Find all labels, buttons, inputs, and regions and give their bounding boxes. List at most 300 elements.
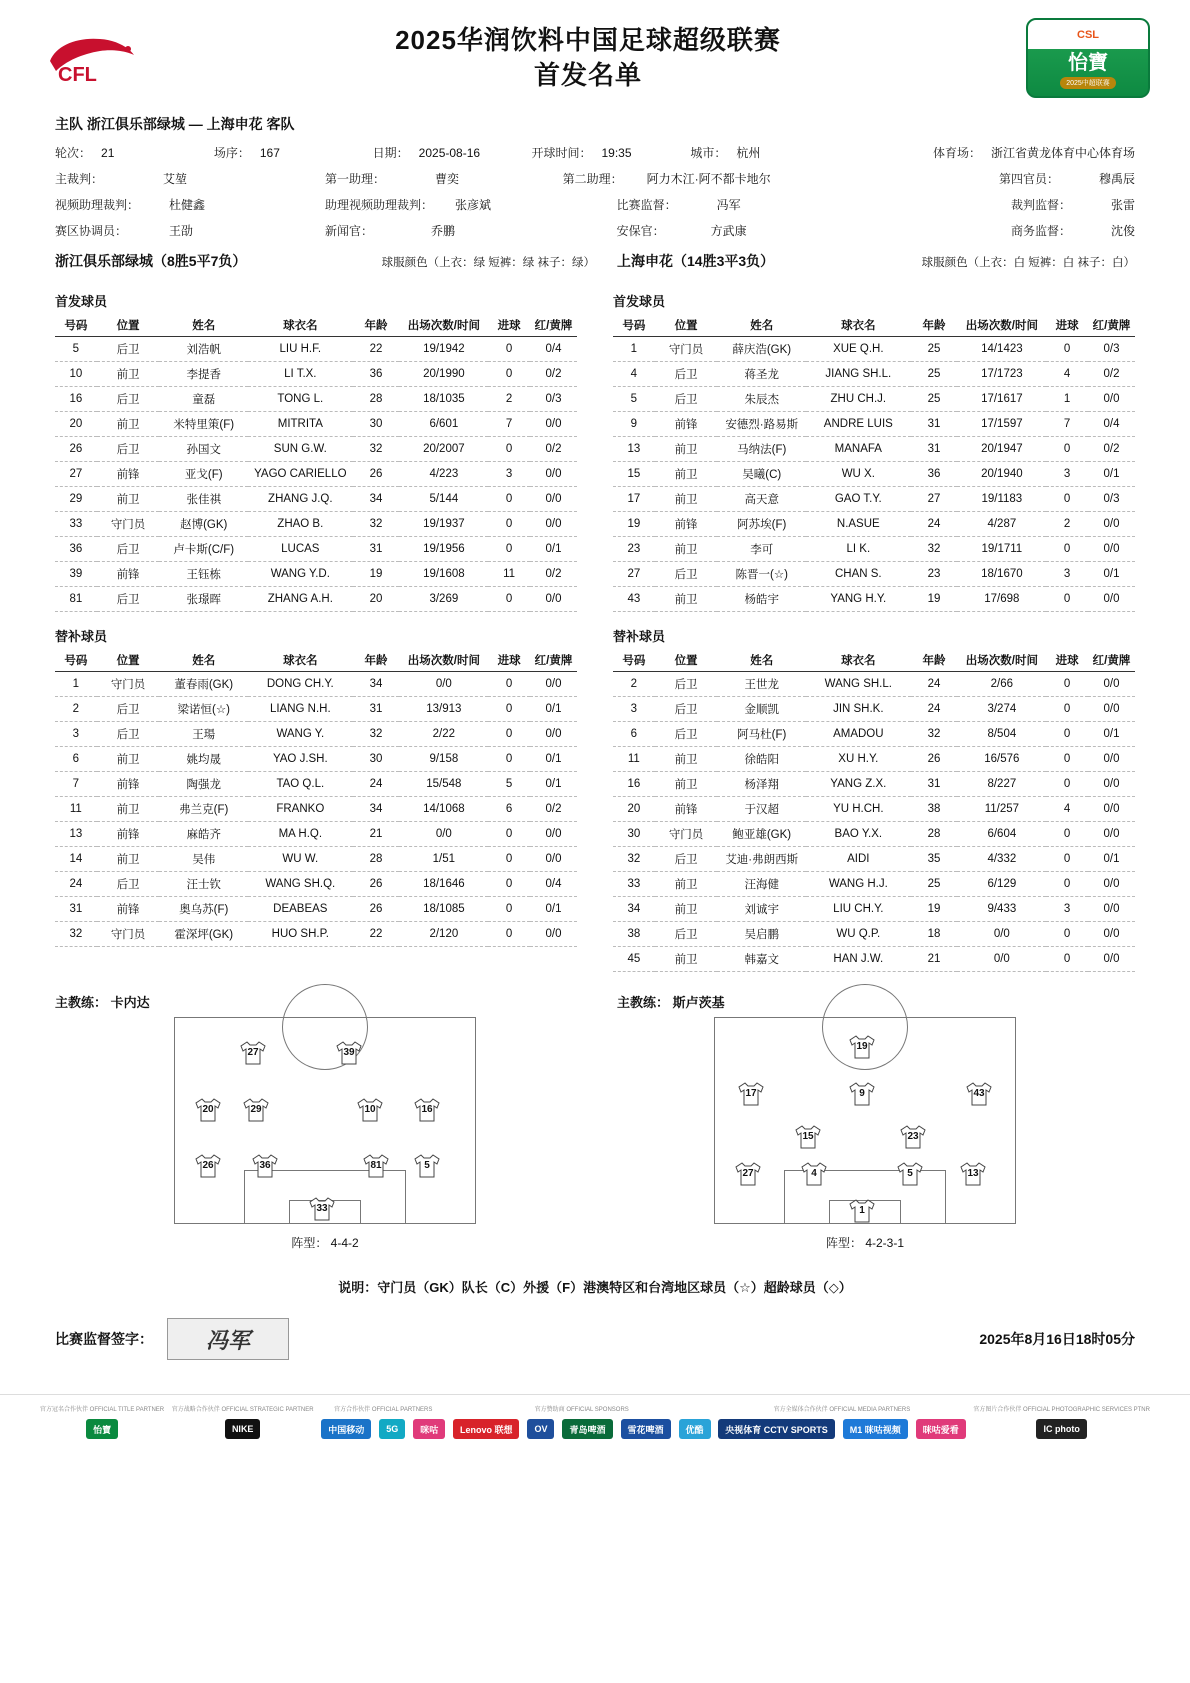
cell-cards: 0/4 [530, 872, 577, 897]
sponsor-logo: 青岛啤酒 [562, 1419, 612, 1439]
cell-name: 孙国文 [159, 437, 248, 462]
sponsor-logos [225, 1419, 261, 1439]
cell-goals: 0 [488, 537, 530, 562]
cell-goals: 0 [488, 697, 530, 722]
table-row [55, 797, 577, 822]
cell-name: 刘诚宇 [717, 897, 806, 922]
cell-pos: 后卫 [97, 437, 160, 462]
sponsor-logos [453, 1419, 711, 1439]
cell-goals: 4 [1046, 797, 1088, 822]
pitch-player-39 [334, 1040, 364, 1066]
info-row-3 [55, 196, 1135, 213]
cell-pos: 前卫 [655, 537, 718, 562]
pitch-player-23 [898, 1124, 928, 1150]
cell-apps: 17/1617 [957, 387, 1046, 412]
city-label: 城市： [690, 146, 727, 160]
cell-pos: 前锋 [655, 412, 718, 437]
cell-no: 30 [613, 822, 655, 847]
cell-shirt: MA H.Q. [248, 822, 352, 847]
cell-cards: 0/1 [1088, 722, 1135, 747]
cell-pos: 后卫 [655, 387, 718, 412]
cell-name: 薛庆浩(GK) [717, 337, 806, 362]
pitch-player-26 [193, 1153, 223, 1179]
cell-cards: 0/0 [530, 847, 577, 872]
cell-shirt: JIANG SH.L. [806, 362, 910, 387]
cell-age: 34 [353, 487, 400, 512]
info-fourth [887, 170, 1135, 187]
table-row [613, 897, 1135, 922]
table-header-row [613, 314, 1135, 337]
cell-name: 韩嘉文 [717, 947, 806, 972]
cell-apps: 19/1183 [957, 487, 1046, 512]
cell-no: 7 [55, 772, 97, 797]
table-row [613, 562, 1135, 587]
away-coach-name: 斯卢茨基 [672, 995, 725, 1010]
cell-pos: 后卫 [97, 722, 160, 747]
info-avar [325, 196, 617, 213]
pitch-player-27 [238, 1040, 268, 1066]
table-row [613, 747, 1135, 772]
cell-pos: 前锋 [97, 772, 160, 797]
cell-cards: 0/1 [530, 772, 577, 797]
away-starters-label: 首发球员 [613, 294, 666, 309]
cell-shirt: YU H.CH. [806, 797, 910, 822]
starters-section [0, 281, 1190, 972]
cell-age: 30 [353, 747, 400, 772]
cell-shirt: N.ASUE [806, 512, 910, 537]
table-row [613, 587, 1135, 612]
cell-apps: 19/1956 [399, 537, 488, 562]
cell-cards: 0/0 [530, 722, 577, 747]
cell-apps: 18/1035 [399, 387, 488, 412]
cell-apps: 8/227 [957, 772, 1046, 797]
cell-shirt: WANG SH.L. [806, 672, 910, 697]
cell-name: 麻皓齐 [159, 822, 248, 847]
cell-no: 20 [55, 412, 97, 437]
cell-age: 23 [911, 562, 958, 587]
away-formation [826, 1234, 904, 1251]
home-team-name: 浙江俱乐部绿城（8胜5平7负） [55, 253, 247, 269]
sponsor-logo: OV [527, 1419, 554, 1439]
cell-no: 33 [613, 872, 655, 897]
cell-goals: 0 [488, 722, 530, 747]
cell-cards: 0/0 [1088, 387, 1135, 412]
cell-age: 36 [353, 362, 400, 387]
cell-no: 6 [613, 722, 655, 747]
cell-age: 31 [353, 537, 400, 562]
cell-apps: 8/504 [957, 722, 1046, 747]
cell-goals: 0 [488, 362, 530, 387]
cell-cards: 0/0 [1088, 797, 1135, 822]
col-shirt: 球衣名 [248, 314, 352, 337]
sponsor-caption: 官方赞助商 OFFICIAL SPONSORS [534, 1407, 629, 1413]
cell-cards: 0/2 [530, 797, 577, 822]
col-name: 姓名 [717, 649, 806, 672]
cell-age: 26 [353, 462, 400, 487]
cell-apps: 3/269 [399, 587, 488, 612]
pitch-player-number: 17 [745, 1087, 757, 1099]
table-row [55, 897, 577, 922]
col-name: 姓名 [159, 314, 248, 337]
cell-pos: 前锋 [655, 797, 718, 822]
cell-cards: 0/1 [1088, 562, 1135, 587]
cell-age: 38 [911, 797, 958, 822]
stadium-label: 体育场： [932, 146, 981, 160]
var-label: 视频助理裁判： [55, 198, 140, 212]
cell-name: 梁诺恒(☆) [159, 697, 248, 722]
sponsor-caption: 官方图片合作伙伴 OFFICIAL PHOTOGRAPHIC SERVICES PTNR [973, 1407, 1150, 1413]
cell-age: 21 [353, 822, 400, 847]
cell-apps: 2/22 [399, 722, 488, 747]
info-ar1 [325, 170, 563, 187]
date-value: 2025-08-16 [418, 146, 481, 160]
cell-no: 43 [613, 587, 655, 612]
table-row [55, 747, 577, 772]
pitch-player-1 [847, 1198, 877, 1224]
csl-logo-top: CSL [1077, 29, 1099, 41]
cell-cards: 0/0 [1088, 672, 1135, 697]
cell-age: 26 [353, 872, 400, 897]
cell-shirt: WU X. [806, 462, 910, 487]
cell-pos: 前锋 [97, 562, 160, 587]
cell-age: 21 [911, 947, 958, 972]
formations-row [0, 1017, 1190, 1251]
cell-shirt: WANG Y. [248, 722, 352, 747]
pitch-player-number: 1 [859, 1204, 865, 1216]
col-pos: 位置 [655, 649, 718, 672]
cell-cards: 0/2 [530, 437, 577, 462]
cell-name: 姚均晟 [159, 747, 248, 772]
pitch-player-number: 4 [811, 1167, 817, 1179]
table-row [613, 822, 1135, 847]
pitch-player-4 [799, 1161, 829, 1187]
cell-pos: 前卫 [97, 487, 160, 512]
cell-cards: 0/0 [1088, 947, 1135, 972]
pitch-player-number: 43 [973, 1087, 985, 1099]
cell-shirt: ZHAO B. [248, 512, 352, 537]
cell-age: 31 [911, 772, 958, 797]
cell-name: 米特里策(F) [159, 412, 248, 437]
cell-goals: 0 [1046, 847, 1088, 872]
cell-shirt: WANG Y.D. [248, 562, 352, 587]
cell-no: 36 [55, 537, 97, 562]
sponsor-group [973, 1407, 1150, 1439]
cell-name: 奥乌苏(F) [159, 897, 248, 922]
cell-no: 24 [55, 872, 97, 897]
sponsor-group [40, 1407, 164, 1439]
cell-no: 81 [55, 587, 97, 612]
cell-cards: 0/2 [1088, 362, 1135, 387]
table-row [613, 462, 1135, 487]
table-row [55, 872, 577, 897]
table-row [55, 437, 577, 462]
sponsor-caption: 官方合作伙伴 OFFICIAL PARTNERS [334, 1407, 433, 1413]
ar1-label: 第一助理： [325, 172, 386, 186]
cell-shirt: LIANG N.H. [248, 697, 352, 722]
commercial-label: 商务监督： [1010, 224, 1071, 238]
cell-goals: 6 [488, 797, 530, 822]
table-row [613, 697, 1135, 722]
cell-shirt: LIU CH.Y. [806, 897, 910, 922]
cell-cards: 0/0 [530, 672, 577, 697]
cell-age: 31 [911, 412, 958, 437]
sponsor-logo: 中国移动 [321, 1419, 371, 1439]
order-value: 167 [259, 146, 280, 160]
cell-shirt: YAGO CARIELLO [248, 462, 352, 487]
coordinator-value: 王劭 [169, 224, 194, 238]
cell-no: 34 [613, 897, 655, 922]
col-goals: 进球 [1046, 649, 1088, 672]
cell-pos: 前锋 [97, 822, 160, 847]
info-ar2 [563, 170, 887, 187]
pitch-player-number: 27 [742, 1167, 754, 1179]
cell-name: 蒋圣龙 [717, 362, 806, 387]
cell-name: 赵博(GK) [159, 512, 248, 537]
sponsor-group [321, 1407, 445, 1439]
cell-cards: 0/3 [1088, 337, 1135, 362]
sponsor-group [453, 1407, 711, 1439]
cell-pos: 前卫 [655, 947, 718, 972]
cell-shirt: FRANKO [248, 797, 352, 822]
cell-goals: 7 [488, 412, 530, 437]
cell-cards: 0/0 [1088, 512, 1135, 537]
cell-name: 吴启鹏 [717, 922, 806, 947]
cell-goals: 0 [488, 922, 530, 947]
cell-age: 32 [353, 722, 400, 747]
home-subs-table [55, 649, 577, 947]
cell-no: 27 [55, 462, 97, 487]
home-formation-col [55, 1017, 595, 1251]
pitch-player-number: 23 [907, 1130, 919, 1142]
sponsor-caption: 官方战略合作伙伴 OFFICIAL STRATEGIC PARTNER [171, 1407, 314, 1413]
cell-pos: 守门员 [97, 512, 160, 537]
sponsor-caption: 官方冠名合作伙伴 OFFICIAL TITLE PARTNER [40, 1407, 165, 1413]
date-label: 日期： [372, 146, 409, 160]
info-round [55, 144, 214, 161]
away-subs-table [613, 649, 1135, 972]
cell-apps: 4/287 [957, 512, 1046, 537]
cell-cards: 0/4 [1088, 412, 1135, 437]
info-order [214, 144, 373, 161]
cell-name: 安德烈·路易斯 [717, 412, 806, 437]
table-row [613, 797, 1135, 822]
cell-no: 38 [613, 922, 655, 947]
cell-shirt: LIU H.F. [248, 337, 352, 362]
sponsor-group [172, 1407, 314, 1439]
pitch-player-29 [241, 1097, 271, 1123]
away-pitch [714, 1017, 1016, 1224]
cell-goals: 0 [488, 847, 530, 872]
cell-shirt: TONG L. [248, 387, 352, 412]
cell-no: 16 [55, 387, 97, 412]
sponsor-logo: 怡寶 [86, 1419, 118, 1439]
sponsor-logo: M1 咪咕视频 [843, 1419, 908, 1439]
cell-goals: 1 [1046, 387, 1088, 412]
fourth-label: 第四官员： [998, 172, 1059, 186]
info-ref-supervisor [887, 196, 1135, 213]
pitch-player-number: 20 [202, 1104, 214, 1116]
cell-goals: 3 [1046, 897, 1088, 922]
cell-name: 朱辰杰 [717, 387, 806, 412]
legend-notes: 说明：守门员（GK）队长（C）外援（F）港澳特区和台湾地区球员（☆）超龄球员（◇） [338, 1280, 852, 1295]
sponsor-logo: 雪花啤酒 [621, 1419, 671, 1439]
cell-age: 20 [353, 587, 400, 612]
col-name: 姓名 [159, 649, 248, 672]
press-label: 新闻官： [325, 224, 374, 238]
cell-apps: 16/576 [957, 747, 1046, 772]
cell-age: 25 [911, 362, 958, 387]
pitch-player-33 [307, 1196, 337, 1222]
cell-goals: 0 [488, 337, 530, 362]
cell-pos: 前锋 [97, 462, 160, 487]
cell-pos: 后卫 [97, 537, 160, 562]
cell-goals: 2 [1046, 512, 1088, 537]
col-pos: 位置 [97, 649, 160, 672]
table-row [613, 487, 1135, 512]
cell-cards: 0/3 [530, 387, 577, 412]
cell-pos: 后卫 [655, 697, 718, 722]
signature-date: 2025年8月16日18时05分 [979, 1331, 1135, 1347]
cell-no: 32 [55, 922, 97, 947]
sponsor-logo: 优酷 [679, 1419, 711, 1439]
cell-age: 25 [911, 387, 958, 412]
kickoff-label: 开球时间： [531, 146, 592, 160]
cell-age: 19 [911, 897, 958, 922]
cell-shirt: LI T.X. [248, 362, 352, 387]
cell-name: 王世龙 [717, 672, 806, 697]
info-coordinator [55, 222, 325, 239]
cell-no: 1 [613, 337, 655, 362]
sponsor-logo: 咪咕爱看 [916, 1419, 966, 1439]
cell-pos: 前卫 [655, 772, 718, 797]
sponsor-logos [718, 1419, 966, 1439]
cell-shirt: HUO SH.P. [248, 922, 352, 947]
pitch-player-number: 15 [802, 1130, 814, 1142]
table-row [613, 362, 1135, 387]
cell-shirt: MANAFA [806, 437, 910, 462]
match-info [0, 104, 1190, 239]
cell-shirt: WU Q.P. [806, 922, 910, 947]
cell-cards: 0/0 [1088, 587, 1135, 612]
cell-age: 26 [911, 747, 958, 772]
cell-cards: 0/0 [1088, 897, 1135, 922]
cell-goals: 0 [1046, 822, 1088, 847]
cell-age: 19 [353, 562, 400, 587]
cell-name: 吴伟 [159, 847, 248, 872]
pitch-player-9 [847, 1081, 877, 1107]
cell-age: 30 [353, 412, 400, 437]
csl-logo-main: 怡寶 [1068, 52, 1108, 74]
cell-no: 2 [55, 697, 97, 722]
cell-goals: 7 [1046, 412, 1088, 437]
sponsor-group [718, 1407, 966, 1439]
cell-age: 34 [353, 797, 400, 822]
cell-no: 13 [613, 437, 655, 462]
pitch-player-17 [736, 1081, 766, 1107]
cell-name: 弗兰克(F) [159, 797, 248, 822]
cell-cards: 0/1 [530, 897, 577, 922]
home-coach-label: 主教练： [55, 995, 108, 1010]
cell-no: 31 [55, 897, 97, 922]
sponsor-caption: 官方全媒体合作伙伴 OFFICIAL MEDIA PARTNERS [773, 1407, 911, 1413]
cell-shirt: SUN G.W. [248, 437, 352, 462]
cell-pos: 前卫 [655, 897, 718, 922]
cell-shirt: ZHU CH.J. [806, 387, 910, 412]
ar2-label: 第二助理： [562, 172, 623, 186]
cell-apps: 17/698 [957, 587, 1046, 612]
table-row [55, 337, 577, 362]
cell-age: 26 [353, 897, 400, 922]
table-header-row [613, 649, 1135, 672]
cell-age: 32 [353, 512, 400, 537]
sponsor-logo: 咪咕 [413, 1419, 445, 1439]
cell-apps: 2/120 [399, 922, 488, 947]
pitch-player-20 [193, 1097, 223, 1123]
col-cards: 红/黄牌 [530, 314, 577, 337]
home-formation-value: 4-4-2 [330, 1236, 359, 1250]
cell-pos: 后卫 [97, 387, 160, 412]
col-no: 号码 [613, 314, 655, 337]
ref-supervisor-value: 张雷 [1110, 198, 1135, 212]
cell-goals: 0 [488, 672, 530, 697]
cell-goals: 0 [488, 822, 530, 847]
cell-name: 张佳祺 [159, 487, 248, 512]
round-label: 轮次： [55, 146, 92, 160]
sponsor-logos [86, 1419, 118, 1439]
table-row [55, 922, 577, 947]
cell-cards: 0/2 [1088, 437, 1135, 462]
cell-goals: 0 [488, 437, 530, 462]
table-row [613, 947, 1135, 972]
cell-goals: 0 [488, 587, 530, 612]
cell-apps: 20/1990 [399, 362, 488, 387]
cell-goals: 4 [1046, 362, 1088, 387]
cell-no: 33 [55, 512, 97, 537]
cell-no: 39 [55, 562, 97, 587]
ar2-value: 阿力木江·阿不都卡地尔 [646, 172, 771, 186]
info-row-1 [55, 144, 1135, 161]
cell-goals: 3 [1046, 562, 1088, 587]
cell-name: 王钰栋 [159, 562, 248, 587]
cfl-logo-icon [40, 30, 150, 86]
cell-shirt: GAO T.Y. [806, 487, 910, 512]
cell-cards: 0/1 [530, 697, 577, 722]
cell-age: 31 [353, 697, 400, 722]
csl-sponsor-logo [1026, 18, 1150, 98]
pitch-player-5 [895, 1161, 925, 1187]
info-commercial [887, 222, 1135, 239]
col-shirt: 球衣名 [806, 649, 910, 672]
cell-cards: 0/0 [1088, 772, 1135, 797]
cell-goals: 0 [488, 512, 530, 537]
cell-no: 13 [55, 822, 97, 847]
cell-apps: 19/1937 [399, 512, 488, 537]
col-cards: 红/黄牌 [1088, 314, 1135, 337]
cell-age: 27 [911, 487, 958, 512]
table-row [55, 847, 577, 872]
cell-goals: 0 [1046, 922, 1088, 947]
cell-apps: 2/66 [957, 672, 1046, 697]
col-pos: 位置 [97, 314, 160, 337]
cell-goals: 0 [1046, 537, 1088, 562]
cell-age: 24 [911, 697, 958, 722]
table-row [613, 537, 1135, 562]
cell-goals: 5 [488, 772, 530, 797]
cell-no: 45 [613, 947, 655, 972]
cell-apps: 18/1085 [399, 897, 488, 922]
cell-cards: 0/4 [530, 337, 577, 362]
cell-goals: 3 [1046, 462, 1088, 487]
